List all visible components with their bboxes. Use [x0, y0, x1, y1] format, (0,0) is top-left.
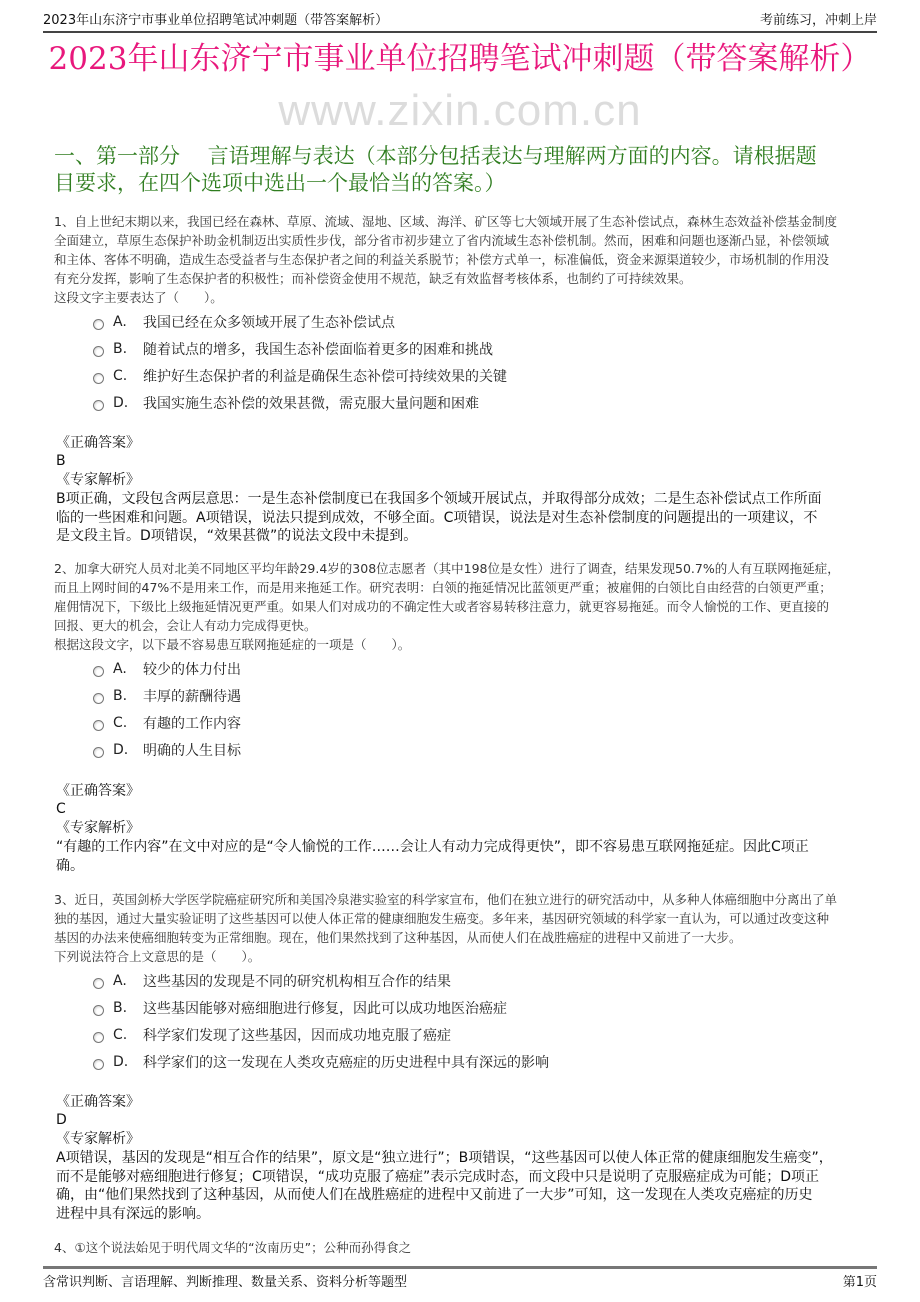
radio-icon[interactable]	[93, 1005, 104, 1016]
footer-text: 含常识判断、言语理解、判断推理、数量关系、资料分析等题型	[43, 1275, 408, 1290]
footer-divider	[43, 1266, 877, 1269]
option-b[interactable]	[93, 685, 241, 707]
stem-line: 独的基因，通过大量实验证明了这些基因可以使人体正常的健康细胞发生癌变。多年来，基因研究领域的科学家一直认为，可以通过改变这种	[54, 911, 830, 926]
page-number: 第1页	[842, 1275, 877, 1290]
page-title: 2023年山东济宁市事业单位招聘笔试冲刺题（带答案解析）	[48, 41, 872, 77]
option-b[interactable]	[93, 997, 507, 1019]
option-d[interactable]	[93, 1051, 549, 1073]
stem-line: 和主体、客体不明确，造成生态受益者与生态保护者之间的利益关系脱节；补偿方式单一，标准偏低，资金来源渠道较少，市场机制的作用没	[54, 252, 830, 267]
radio-icon[interactable]	[93, 693, 104, 704]
option-key: D.	[113, 395, 129, 411]
header-doc-title: 2023年山东济宁市事业单位招聘笔试冲刺题（带答案解析）	[43, 13, 389, 28]
analysis-label: 《专家解析》	[56, 820, 140, 836]
option-text: 我国已经在众多领域开展了生态补偿试点	[143, 315, 395, 331]
section-heading-line-1: 一、第一部分 言语理解与表达（本部分包括表达与理解两方面的内容。请根据题	[54, 144, 817, 168]
option-text: 这些基因能够对癌细胞进行修复，因此可以成功地医治癌症	[143, 1001, 507, 1017]
stem-line: 这段文字主要表达了（ ）。	[54, 290, 223, 305]
correct-answer-label: 《正确答案》	[56, 1094, 140, 1110]
option-key: D.	[113, 1054, 129, 1070]
analysis-text	[56, 1149, 833, 1223]
option-text: 丰厚的薪酬待遇	[143, 689, 241, 705]
option-a[interactable]	[93, 658, 241, 680]
option-key: A.	[113, 661, 127, 677]
option-text: 较少的体力付出	[143, 662, 241, 678]
analysis-line: 进程中具有深远的影响。	[56, 1205, 210, 1222]
watermark: www.zixin.com.cn	[278, 86, 642, 135]
option-key: B.	[113, 1000, 128, 1016]
stem-line: 回报、更大的机会，会让人有动力完成得更快。	[54, 618, 317, 633]
section-heading-line-2: 目要求，在四个选项中选出一个最恰当的答案。）	[54, 171, 506, 195]
radio-icon[interactable]	[93, 666, 104, 677]
stem-line: 基因的办法来使癌细胞转变为正常细胞。现在，他们果然找到了这种基因，从而使人们在战胜癌症的进程中又前进了一大步。	[54, 930, 742, 945]
analysis-line: “有趣的工作内容”在文中对应的是“令人愉悦的工作……会让人有动力完成得更快”，即不容易患互联网拖延症。因此C项正	[56, 839, 809, 855]
option-b[interactable]	[93, 338, 493, 360]
option-text: 维护好生态保护者的利益是确保生态补偿可持续效果的关键	[143, 369, 507, 385]
question-3-stem	[54, 890, 874, 966]
radio-icon[interactable]	[93, 1059, 104, 1070]
stem-line: 3、近日，英国剑桥大学医学院癌症研究所和美国冷泉港实验室的科学家宣布，他们在独立进行的研究活动中，从多种人体癌细胞中分离出了单	[54, 892, 837, 907]
correct-answer: D	[56, 1112, 67, 1128]
analysis-line: A项错误，基因的发现是“相互合作的结果”，原文是“独立进行”；B项错误，“这些基因可以使人体正常的健康细胞发生癌变”，	[56, 1150, 833, 1166]
option-key: C.	[113, 368, 128, 384]
option-c[interactable]	[93, 1024, 451, 1046]
option-text: 这些基因的发现是不同的研究机构相互合作的结果	[143, 974, 451, 990]
option-c[interactable]	[93, 365, 507, 387]
option-c[interactable]	[93, 712, 241, 734]
correct-answer-label: 《正确答案》	[56, 783, 140, 799]
question-1-stem	[54, 212, 874, 307]
radio-icon[interactable]	[93, 720, 104, 731]
option-key: B.	[113, 341, 128, 357]
option-text: 科学家们的这一发现在人类攻克癌症的历史进程中具有深远的影响	[143, 1055, 549, 1071]
option-a[interactable]	[93, 311, 395, 333]
analysis-line: 临的一些困难和问题。A项错误，说法只提到成效，不够全面。C项错误，说法是对生态补偿制度的问题提出的一项建议，不	[56, 509, 818, 526]
question-4-stem: 4、①这个说法始见于明代周文华的“汝南历史”；公种而孙得食之	[54, 1240, 412, 1255]
option-d[interactable]	[93, 392, 479, 414]
stem-line: 1、自上世纪末期以来，我国已经在森林、草原、流域、湿地、区域、海洋、矿区等七大领域开展了生态补偿试点，森林生态效益补偿基金制度	[54, 214, 837, 229]
stem-line: 根据这段文字，以下最不容易患互联网拖延症的一项是（ ）。	[54, 637, 411, 652]
radio-icon[interactable]	[93, 1032, 104, 1043]
option-text: 明确的人生目标	[143, 743, 241, 759]
stem-line: 全面建立，草原生态保护补助金机制迈出实质性步伐，部分省市初步建立了省内流域生态补偿机制。然而，困难和问题也逐渐凸显，补偿领域	[54, 233, 830, 248]
analysis-line: 是文段主旨。D项错误，“效果甚微”的说法文段中未提到。	[56, 528, 418, 544]
option-key: B.	[113, 688, 128, 704]
option-a[interactable]	[93, 970, 451, 992]
option-key: D.	[113, 742, 129, 758]
correct-answer-label: 《正确答案》	[56, 435, 140, 451]
option-text: 有趣的工作内容	[143, 716, 241, 732]
correct-answer: B	[56, 453, 66, 469]
analysis-line: 确。	[56, 857, 84, 874]
option-d[interactable]	[93, 739, 241, 761]
analysis-line: B项正确，文段包含两层意思：一是生态补偿制度已在我国多个领域开展试点，并取得部分成效；二是生态补偿试点工作所面	[56, 491, 822, 507]
analysis-text	[56, 490, 822, 546]
radio-icon[interactable]	[93, 319, 104, 330]
stem-line: 有充分发挥，影响了生态保护者的积极性；而补偿资金使用不规范，缺乏有效监督考核体系，也制约了可持续效果。	[54, 271, 692, 286]
option-key: C.	[113, 1027, 128, 1043]
analysis-text	[56, 838, 809, 875]
analysis-label: 《专家解析》	[56, 1131, 140, 1147]
option-key: A.	[113, 973, 127, 989]
header-divider	[43, 31, 877, 33]
stem-line: 下列说法符合上文意思的是（ ）。	[54, 949, 261, 964]
radio-icon[interactable]	[93, 346, 104, 357]
stem-line: 2、加拿大研究人员对北美不同地区平均年龄29.4岁的308位志愿者（其中198位是女性）进行了调查，结果发现50.7%的人有互联网拖延症，	[54, 561, 840, 576]
header-slogan: 考前练习，冲刺上岸	[759, 13, 877, 28]
analysis-line: 确，由“他们果然找到了这种基因，从而使人们在战胜癌症的进程中又前进了一大步”可知，这一发现在人类攻克癌症的历史	[56, 1187, 813, 1203]
correct-answer: C	[56, 801, 66, 817]
option-key: C.	[113, 715, 128, 731]
option-text: 我国实施生态补偿的效果甚微，需克服大量问题和困难	[143, 396, 479, 412]
option-key: A.	[113, 314, 127, 330]
option-text: 随着试点的增多，我国生态补偿面临着更多的困难和挑战	[143, 342, 493, 358]
analysis-line: 而不是能够对癌细胞进行修复；C项错误，“成功克服了癌症”表示完成时态，而文段中只是说明了克服癌症成为可能；D项正	[56, 1168, 820, 1185]
radio-icon[interactable]	[93, 747, 104, 758]
radio-icon[interactable]	[93, 373, 104, 384]
option-text: 科学家们发现了这些基因，因而成功地克服了癌症	[143, 1028, 451, 1044]
radio-icon[interactable]	[93, 978, 104, 989]
stem-line: 雇佣情况下，下级比上级拖延情况更严重。如果人们对成功的不确定性大或者容易转移注意力，就更容易拖延。而令人愉悦的工作、更直接的	[54, 599, 830, 614]
radio-icon[interactable]	[93, 400, 104, 411]
question-2-stem	[54, 559, 874, 654]
analysis-label: 《专家解析》	[56, 472, 140, 488]
stem-line: 而且上网时间的47%不是用来工作，而是用来拖延工作。研究表明：白领的拖延情况比蓝领更严重；被雇佣的白领比自由经营的白领更严重；	[54, 580, 832, 595]
